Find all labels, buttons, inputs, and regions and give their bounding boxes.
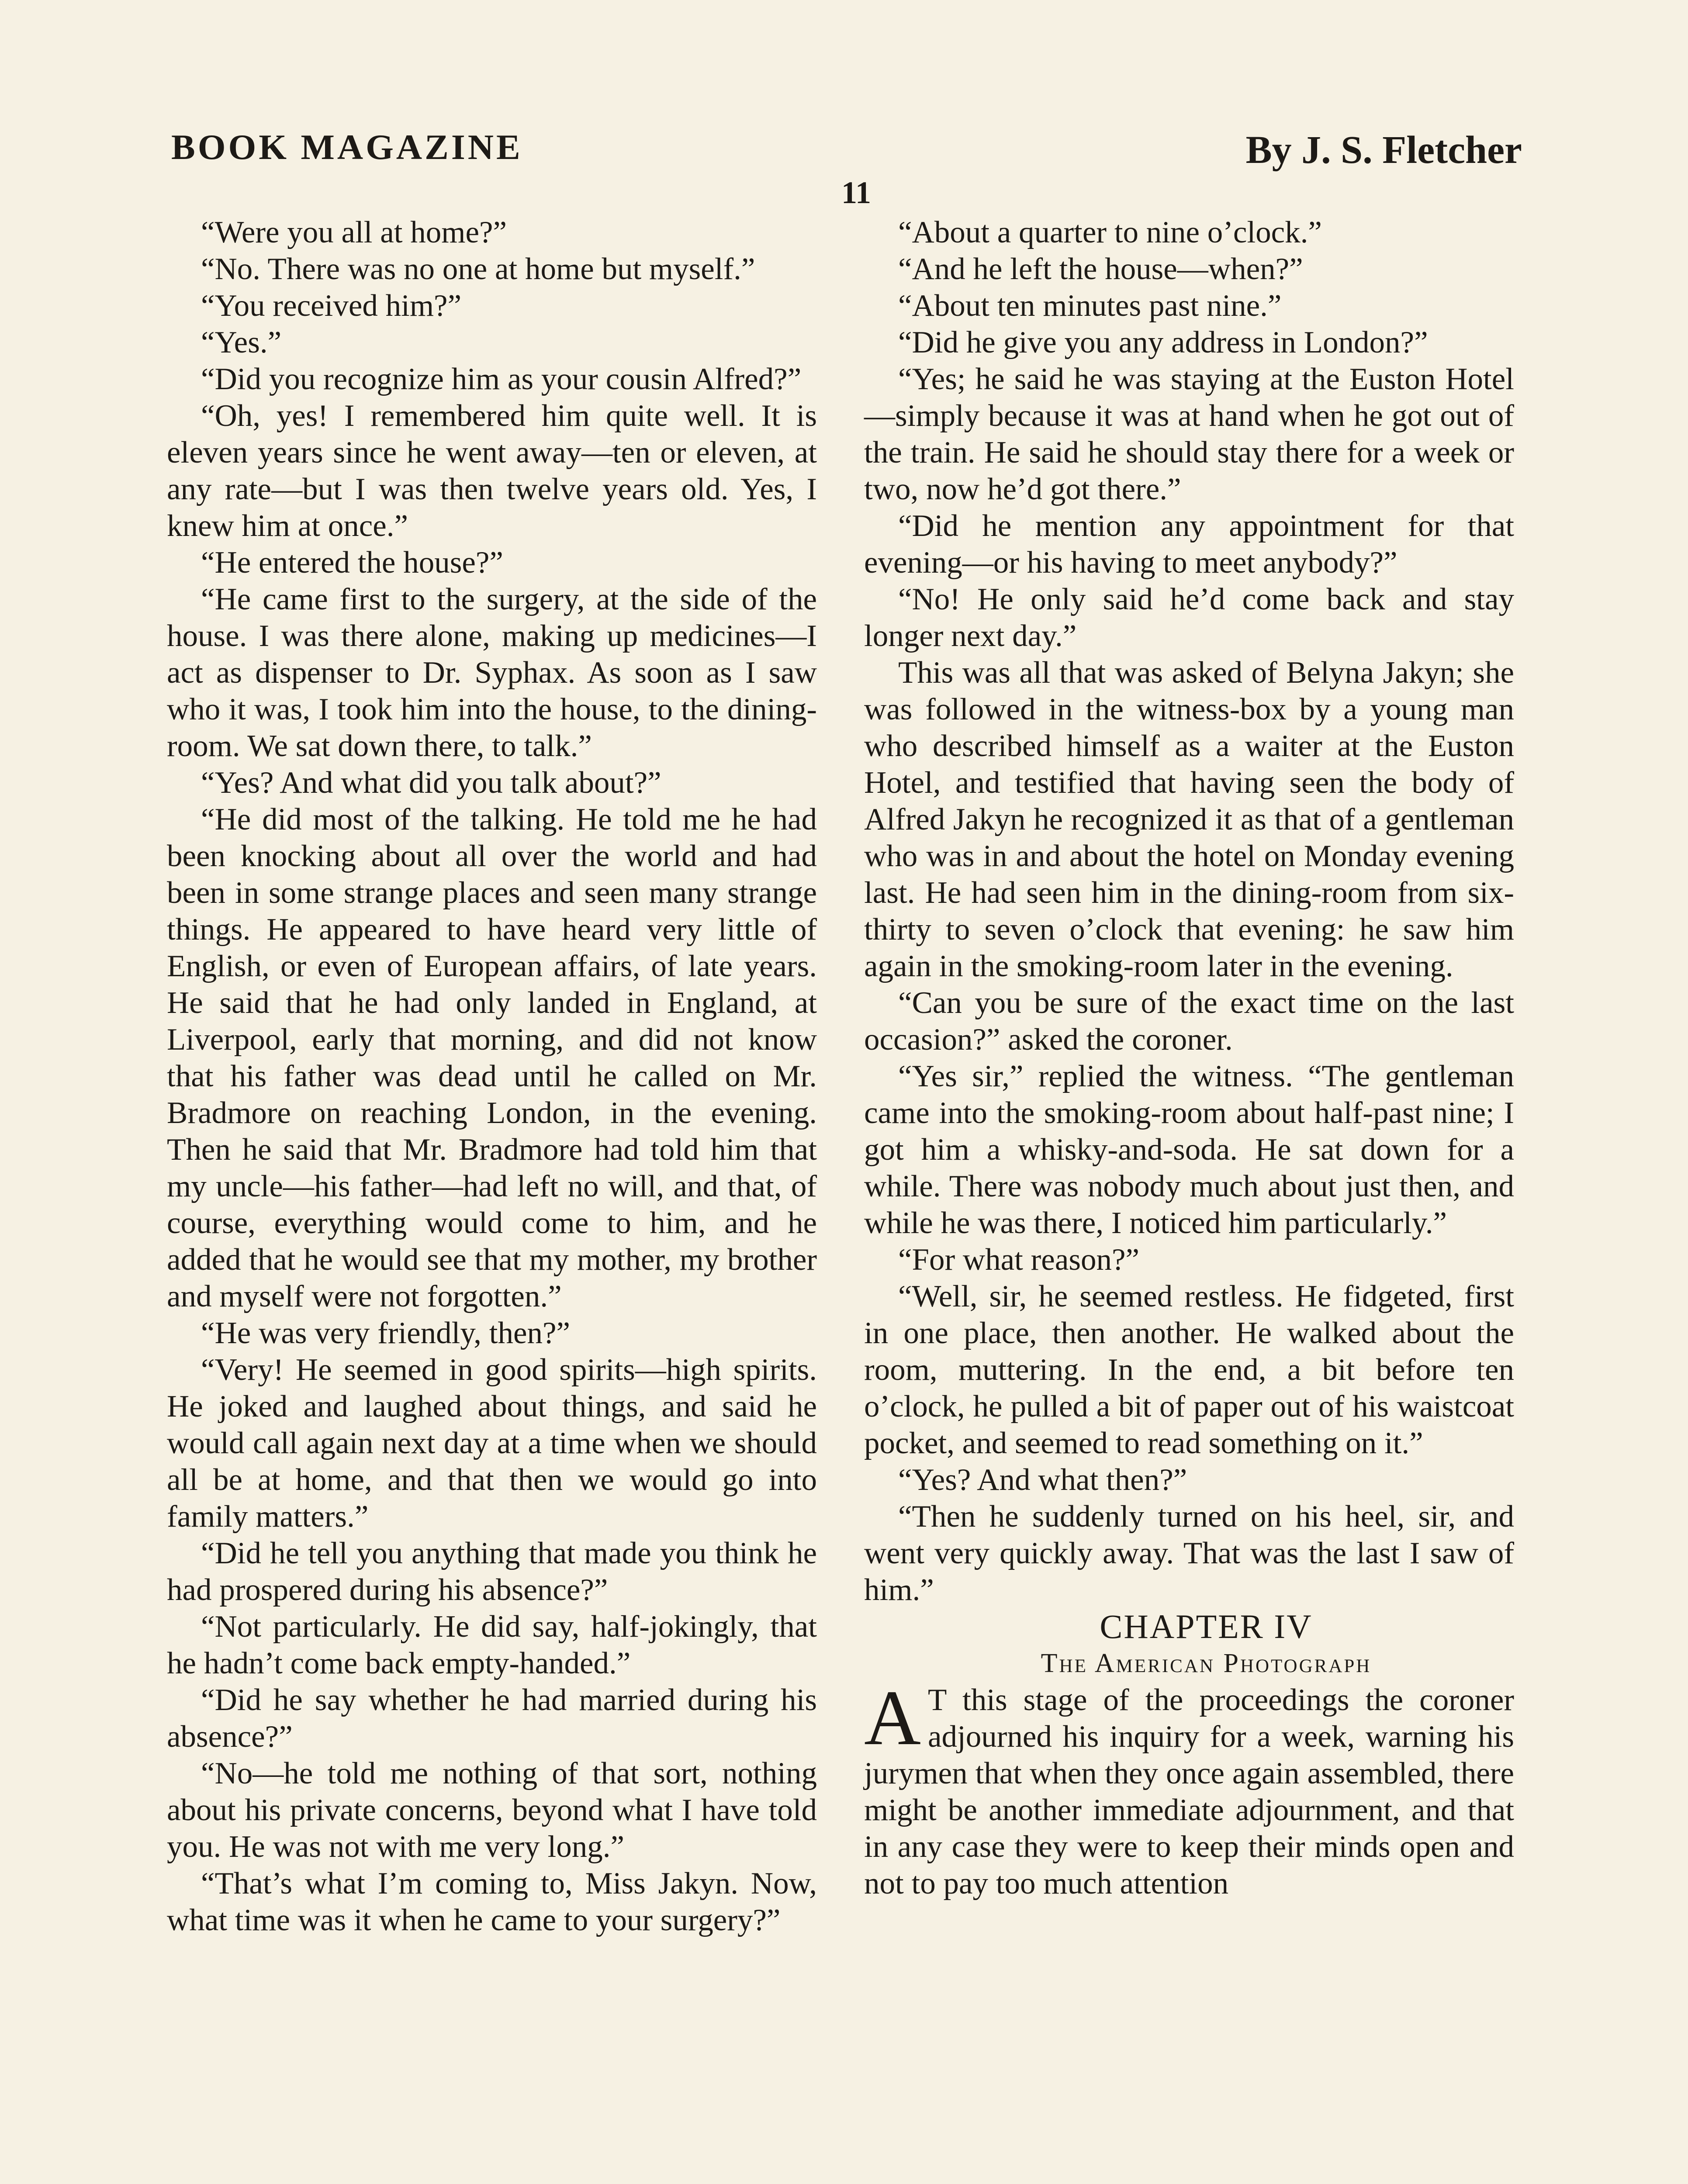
paragraph: “He entered the house?”: [201, 546, 503, 580]
paragraph: “Then he suddenly turned on his heel, sir, and went very quickly away. That was the last I saw of him.”: [864, 1500, 1514, 1607]
paragraph: “He did most of the talking. He told me he had been knocking about all over the world and had been in some strange places and seen many strange things. He appeared to have heard very little of English, or even of European affairs, of late years. He said that he had only landed in England, at Liverpool, early that morning, and did not know that his father was dead until he called on Mr. Bradmore on reaching London, in the evening. Then he said that Mr. Bradmore had told him that my uncle—his father—had left no will, and that, of course, everything would come to him, and he added that he would see that my mother, my brother and myself were not forgotten.”: [167, 802, 817, 1313]
paragraph: “Not particularly. He did say, half-jokingly, that he hadn’t come back empty-handed.”: [167, 1610, 817, 1680]
chapter-subtitle: The American Photograph: [1041, 1648, 1372, 1678]
chapter-opening-text: T this stage of the proceedings the coroner adjourned his inquiry for a week, warning his jurymen that when they once again assembled, there might be another immediate adjournment, and that in any case they were to keep their minds open and not to pay too much attention: [864, 1683, 1514, 1901]
paragraph: “Can you be sure of the exact time on the last occasion?” asked the coroner.: [864, 986, 1514, 1057]
paragraph: “Yes; he said he was staying at the Euston Hotel—simply because it was at hand when he got out of the train. He said he should stay there for a week or two, now he’d got there.”: [864, 362, 1514, 506]
paragraph: “Did you recognize him as your cousin Alfred?”: [201, 362, 802, 396]
page-number: 11: [841, 175, 872, 210]
right-text-column: [864, 214, 1514, 1902]
paragraph: “For what reason?”: [898, 1243, 1139, 1277]
paragraph: “No! He only said he’d come back and stay longer next day.”: [864, 582, 1514, 653]
paragraph: “That’s what I’m coming to, Miss Jakyn. Now, what time was it when he came to your surgery?”: [167, 1866, 817, 1937]
paragraph: “Did he tell you anything that made you think he had prospered during his absence?”: [167, 1536, 817, 1607]
paragraph: “Oh, yes! I remembered him quite well. It is eleven years since he went away—ten or eleven, at any rate—but I was then twelve years old. Yes, I knew him at once.”: [167, 399, 817, 543]
paragraph: “About a quarter to nine o’clock.”: [898, 215, 1322, 249]
chapter-opening-paragraph: [864, 1674, 1514, 1902]
paragraph: “Did he mention any appointment for that evening—or his having to meet anybody?”: [864, 509, 1514, 580]
paragraph: “And he left the house—when?”: [898, 252, 1303, 286]
paragraph: “Well, sir, he seemed restless. He fidgeted, first in one place, then another. He walked about the room, muttering. In the end, a bit before ten o’clock, he pulled a bit of paper out of his waistcoat pocket, and seemed to read something on it.”: [864, 1279, 1514, 1460]
paragraph: “No—he told me nothing of that sort, nothing about his private concerns, beyond what I have told you. He was not with me very long.”: [167, 1756, 817, 1864]
left-text-column: [167, 214, 817, 1939]
paragraph: “Yes? And what then?”: [898, 1463, 1187, 1497]
paragraph: “Did he give you any address in London?”: [898, 325, 1428, 359]
paragraph: “Were you all at home?”: [201, 215, 507, 249]
paragraph: “Yes.”: [201, 325, 282, 359]
paragraph: “No. There was no one at home but myself.”: [201, 252, 755, 286]
paragraph: “He was very friendly, then?”: [201, 1316, 571, 1350]
paragraph: “About ten minutes past nine.”: [898, 289, 1282, 323]
drop-cap: A: [864, 1674, 921, 1761]
paragraph: This was all that was asked of Belyna Jakyn; she was followed in the witness-box by a young man who described himself as a waiter at the Euston Hotel, and testified that having seen the body of Alfred Jakyn he recognized it as that of a gentleman who was in and about the hotel on Monday evening last. He had seen him in the dining-room from six-thirty to seven o’clock that evening: he saw him again in the smoking-room later in the evening.: [864, 656, 1514, 983]
running-header-author: By J. S. Fletcher: [1245, 128, 1522, 172]
paragraph: “Yes? And what did you talk about?”: [201, 766, 661, 800]
paragraph: “Very! He seemed in good spirits—high spirits. He joked and laughed about things, and said he would call again next day at a time when we should all be at home, and that then we would go into family matters.”: [167, 1353, 817, 1534]
paragraph: “He came first to the surgery, at the side of the house. I was there alone, making up medicines—I act as dispenser to Dr. Syphax. As soon as I saw who it was, I took him into the house, to the dining-room. We sat down there, to talk.”: [167, 582, 817, 763]
running-header-title: BOOK MAGAZINE: [171, 127, 523, 167]
paragraph: “Did he say whether he had married during his absence?”: [167, 1683, 817, 1754]
paragraph: “You received him?”: [201, 289, 462, 323]
paragraph: “Yes sir,” replied the witness. “The gentleman came into the smoking-room about half-past nine; I got him a whisky-and-soda. He sat down for a while. There was nobody much about just then, and while he was there, I noticed him particularly.”: [864, 1059, 1514, 1240]
chapter-heading: CHAPTER IV: [1100, 1607, 1313, 1645]
